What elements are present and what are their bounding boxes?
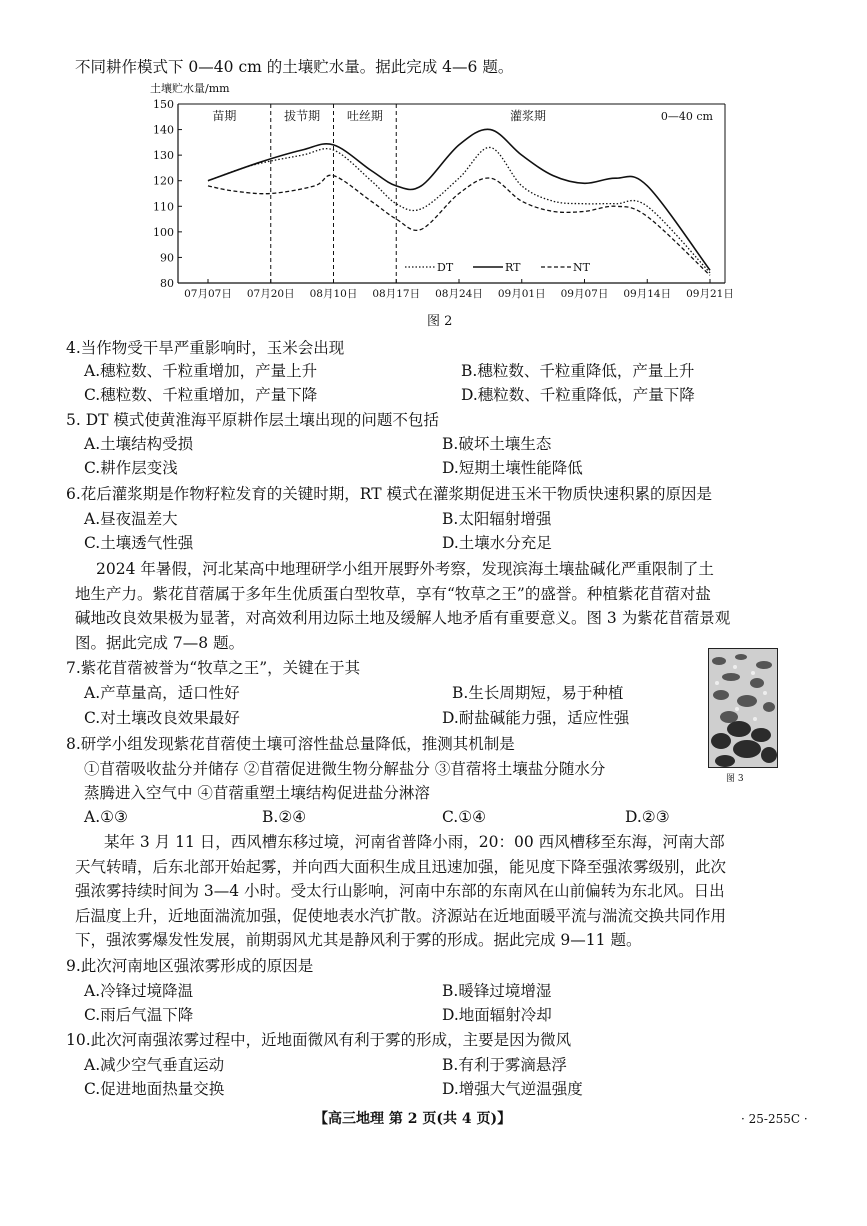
x-tick-label: 08月24日	[435, 288, 483, 300]
passage-9-11-line-4: 后温度上升，近地面湍流加强，促使地表水汽扩散。济源站在近地面暖平流与湍流交换共同作用	[75, 907, 727, 925]
y-tick-label: 90	[160, 251, 174, 265]
q4-option-d: D.穗粒数、千粒重降低，产量下降	[461, 386, 695, 404]
figure-3-photo	[708, 648, 778, 768]
passage-7-8-line-2: 地生产力。紫花苜蓿属于多年生优质蛋白型牧草，享有“牧草之王”的盛誉。种植紫花苜蓿对盐	[75, 585, 711, 603]
series-line-dt	[208, 147, 710, 272]
y-tick-label: 130	[153, 149, 174, 163]
q4-option-a: A.穗粒数、千粒重增加，产量上升	[84, 362, 318, 380]
q5-option-d: D.短期土壤性能降低	[442, 459, 583, 477]
legend-label-rt: RT	[505, 261, 521, 274]
q8-option-c: C.①④	[442, 808, 487, 826]
x-tick-label: 09月21日	[686, 288, 734, 300]
exam-code: · 25-255C ·	[741, 1112, 808, 1126]
q10-option-d: D.增强大气逆温强度	[442, 1080, 583, 1098]
y-tick-label: 80	[160, 277, 174, 290]
series-line-nt	[208, 175, 710, 275]
y-tick-label: 100	[153, 225, 174, 239]
q9-option-b: B.暖锋过境增湿	[442, 982, 552, 1000]
q4-option-b: B.穗粒数、千粒重降低，产量上升	[461, 362, 695, 380]
q10-option-b: B.有利于雾滴悬浮	[442, 1056, 567, 1074]
page-footer: 【高三地理 第 2 页(共 4 页)】	[314, 1111, 512, 1127]
depth-annotation: 0—40 cm	[660, 110, 713, 123]
q5-option-a: A.土壤结构受损	[84, 435, 194, 453]
q6-option-c: C.土壤透气性强	[84, 534, 194, 552]
q6-option-d: D.土壤水分充足	[442, 534, 552, 552]
period-label: 灌浆期	[510, 109, 547, 123]
passage-7-8-line-3: 碱地改良效果极为显著，对高效利用边际土地及缓解人地矛盾有重要意义。图 3 为紫花苜蓿景观	[75, 609, 731, 627]
passage-9-11-line-5: 下，强浓雾爆发性发展，前期弱风尤其是静风利于雾的形成。据此完成 9—11 题。	[75, 931, 642, 949]
q10-option-a: A.减少空气垂直运动	[84, 1056, 225, 1074]
intro-text: 不同耕作模式下 0—40 cm 的土壤贮水量。据此完成 4—6 题。	[75, 58, 514, 76]
question-6-stem: 6.花后灌浆期是作物籽粒发育的关键时期，RT 模式在灌浆期促进玉米干物质快速积累的原因是	[66, 485, 712, 503]
q8-statements-line-2: 蒸腾进入空气中 ④苜蓿重塑土壤结构促进盐分淋溶	[84, 784, 430, 802]
q7-option-d: D.耐盐碱能力强，适应性强	[442, 709, 630, 727]
q7-option-b: B.生长周期短，易于种植	[452, 684, 624, 702]
q7-option-c: C.对土壤改良效果最好	[84, 709, 240, 727]
q7-option-a: A.产草量高，适口性好	[84, 684, 240, 702]
q8-option-b: B.②④	[262, 808, 307, 826]
series-line-rt	[208, 129, 710, 270]
period-label: 拔节期	[284, 109, 321, 123]
q9-option-d: D.地面辐射冷却	[442, 1006, 552, 1024]
q9-option-c: C.雨后气温下降	[84, 1006, 194, 1024]
question-8-stem: 8.研学小组发现紫花苜蓿使土壤可溶性盐总量降低，推测其机制是	[66, 735, 515, 753]
q5-option-c: C.耕作层变浅	[84, 459, 178, 477]
period-label: 苗期	[212, 109, 237, 123]
q5-option-b: B.破坏土壤生态	[442, 435, 552, 453]
passage-9-11-line-3: 强浓雾持续时间为 3—4 小时。受太行山影响，河南中东部的东南风在山前偏转为东北风。日出	[75, 882, 725, 900]
x-tick-label: 07月07日	[184, 288, 232, 300]
passage-7-8-line-1: 2024 年暑假，河北某高中地理研学小组开展野外考察，发现滨海土壤盐碱化严重限制了土	[96, 560, 714, 578]
x-tick-label: 09月01日	[497, 288, 546, 300]
q10-option-c: C.促进地面热量交换	[84, 1080, 225, 1098]
question-4-stem: 4.当作物受干旱严重影响时，玉米会出现	[66, 339, 345, 357]
question-9-stem: 9.此次河南地区强浓雾形成的原因是	[66, 957, 314, 975]
question-7-stem: 7.紫花苜蓿被誉为“牧草之王”，关键在于其	[66, 659, 361, 677]
q4-option-c: C.穗粒数、千粒重增加，产量下降	[84, 386, 318, 404]
q8-option-d: D.②③	[625, 808, 670, 826]
y-axis-label: 土壤贮水量/mm	[150, 82, 230, 95]
x-tick-label: 09月07日	[560, 288, 609, 300]
q8-statements-line-1: ①苜蓿吸收盐分并储存 ②苜蓿促进微生物分解盐分 ③苜蓿将土壤盐分随水分	[84, 760, 606, 778]
y-tick-label: 140	[153, 123, 174, 137]
y-tick-label: 120	[153, 174, 174, 188]
x-tick-label: 07月20日	[246, 288, 295, 300]
figure-2-chart	[150, 78, 740, 328]
figure-2-caption: 图 2	[427, 314, 453, 329]
legend-label-nt: NT	[573, 261, 590, 274]
x-tick-label: 08月10日	[309, 288, 358, 300]
q9-option-a: A.冷锋过境降温	[84, 982, 194, 1000]
question-5-stem: 5. DT 模式使黄淮海平原耕作层土壤出现的问题不包括	[66, 411, 439, 429]
legend-label-dt: DT	[437, 261, 454, 274]
passage-9-11-line-1: 某年 3 月 11 日，西风槽东移过境，河南省普降小雨，20：00 西风槽移至东海，河南大部	[104, 833, 725, 851]
y-tick-label: 110	[153, 200, 174, 214]
figure-3-caption: 图 3	[726, 774, 744, 784]
passage-9-11-line-2: 天气转晴，后东北部开始起雾，并向西大面积生成且迅速加强，能见度下降至强浓雾级别，此次	[75, 858, 727, 876]
period-label: 吐丝期	[346, 109, 383, 123]
y-tick-label: 150	[153, 98, 174, 111]
passage-7-8-line-4: 图。据此完成 7—8 题。	[75, 634, 245, 652]
question-10-stem: 10.此次河南强浓雾过程中，近地面微风有利于雾的形成，主要是因为微风	[66, 1031, 572, 1049]
q6-option-b: B.太阳辐射增强	[442, 510, 552, 528]
x-tick-label: 09月14日	[623, 288, 672, 300]
q8-option-a: A.①③	[84, 808, 128, 826]
q6-option-a: A.昼夜温差大	[84, 510, 178, 528]
x-tick-label: 08月17日	[372, 288, 421, 300]
